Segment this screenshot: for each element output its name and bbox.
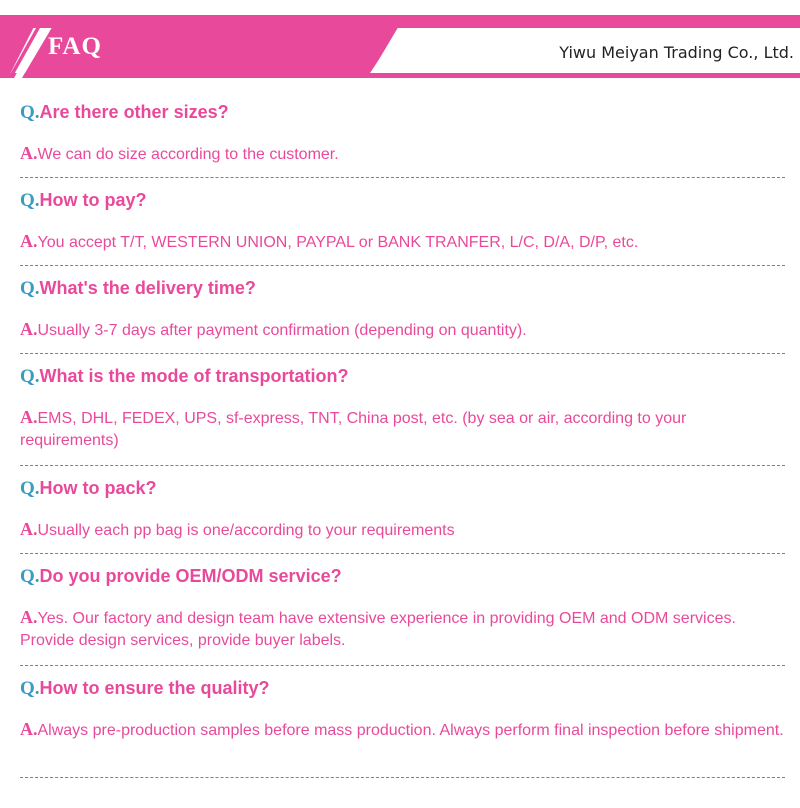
- answer-marker: A.: [20, 143, 38, 163]
- question-text: Are there other sizes?: [39, 102, 229, 122]
- faq-answer: [20, 230, 785, 254]
- dashed-divider: [20, 665, 785, 666]
- question-text: What is the mode of transportation?: [39, 366, 349, 386]
- question-text: How to ensure the quality?: [39, 678, 270, 698]
- question-marker: Q.: [20, 190, 40, 211]
- answer-text: Usually each pp bag is one/according to your requirements: [37, 522, 455, 539]
- company-name: Yiwu Meiyan Trading Co., Ltd.: [559, 43, 794, 62]
- faq-question: [20, 274, 785, 302]
- faq-question: [20, 474, 785, 502]
- answer-marker: A.: [20, 319, 38, 339]
- answer-marker: A.: [20, 519, 38, 539]
- banner-title: FAQ: [48, 33, 102, 60]
- answer-text: Yes. Our factory and design team have extensive experience in providing OEM and ODM services. Provide design services, provide buyer labels.: [20, 610, 736, 649]
- question-marker: Q.: [20, 478, 40, 499]
- dashed-divider: [20, 553, 785, 554]
- answer-marker: A.: [20, 407, 38, 427]
- faq-item: [20, 674, 785, 786]
- dashed-divider: [20, 777, 785, 778]
- question-text: How to pack?: [39, 478, 157, 498]
- faq-item: [20, 474, 785, 562]
- faq-item: [20, 362, 785, 474]
- dashed-divider: [20, 465, 785, 466]
- faq-answer: [20, 518, 785, 542]
- faq-question: [20, 562, 785, 590]
- question-text: What's the delivery time?: [39, 278, 256, 298]
- faq-item: [20, 562, 785, 674]
- question-marker: Q.: [20, 678, 40, 699]
- faq-question: [20, 362, 785, 390]
- faq-answer: [20, 142, 785, 166]
- faq-question: [20, 186, 785, 214]
- question-marker: Q.: [20, 278, 40, 299]
- question-marker: Q.: [20, 366, 40, 387]
- dashed-divider: [20, 265, 785, 266]
- faq-answer: [20, 406, 785, 452]
- faq-list: [20, 98, 785, 786]
- faq-item: [20, 274, 785, 362]
- answer-text: EMS, DHL, FEDEX, UPS, sf-express, TNT, China post, etc. (by sea or air, according to your requirements): [20, 410, 687, 449]
- faq-answer: [20, 606, 785, 652]
- answer-text: Always pre-production samples before mass production. Always perform final inspection before shipment.: [37, 722, 784, 739]
- answer-text: Usually 3-7 days after payment confirmation (depending on quantity).: [37, 322, 527, 339]
- question-text: How to pay?: [39, 190, 147, 210]
- faq-answer: [20, 318, 785, 342]
- dashed-divider: [20, 177, 785, 178]
- faq-banner: [0, 0, 800, 86]
- answer-text: We can do size according to the customer.: [37, 146, 339, 163]
- dashed-divider: [20, 353, 785, 354]
- question-marker: Q.: [20, 102, 40, 123]
- faq-question: [20, 674, 785, 702]
- question-marker: Q.: [20, 566, 40, 587]
- faq-question: [20, 98, 785, 126]
- answer-text: You accept T/T, WESTERN UNION, PAYPAL or BANK TRANFER, L/C, D/A, D/P, etc.: [37, 234, 639, 251]
- answer-marker: A.: [20, 607, 38, 627]
- faq-answer: [20, 718, 785, 742]
- faq-item: [20, 98, 785, 186]
- question-text: Do you provide OEM/ODM service?: [39, 566, 342, 586]
- answer-marker: A.: [20, 231, 38, 251]
- faq-item: [20, 186, 785, 274]
- answer-marker: A.: [20, 719, 38, 739]
